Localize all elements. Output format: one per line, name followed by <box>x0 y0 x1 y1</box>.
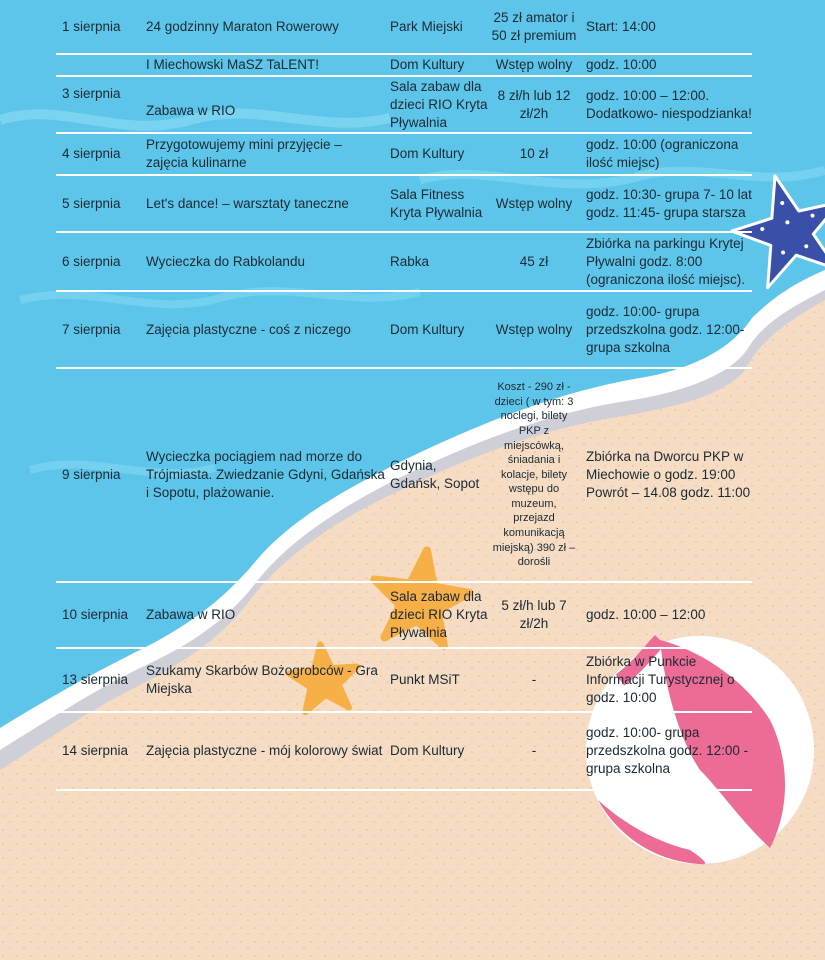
info-cell: godz. 10:00- grupa przedszkolna godz. 12:00- grupa szkolna <box>586 303 745 355</box>
date-cell: 3 sierpnia <box>62 86 121 101</box>
info-cell: godz. 10:00 <box>586 57 657 72</box>
place-cell: Sala zabaw dla dzieci RIO Kryta Pływalnia <box>390 78 488 130</box>
date-cell: 9 sierpnia <box>62 467 121 482</box>
price-cell: 10 zł <box>519 146 549 161</box>
date-cell: 4 sierpnia <box>62 146 121 161</box>
place-cell: Dom Kultury <box>390 146 465 161</box>
event-cell: Zabawa w RIO <box>146 607 236 622</box>
price-cell: - <box>531 743 537 758</box>
price-cell: 25 zł amator i 50 zł premium <box>491 9 577 43</box>
date-cell: 7 sierpnia <box>62 321 121 337</box>
date-cell <box>62 55 142 75</box>
place-cell: Sala Fitness Kryta Pływalnia <box>390 186 483 220</box>
place-cell: Rabka <box>390 253 430 269</box>
event-cell: I Miechowski MaSZ TaLENT! <box>146 57 320 72</box>
price-cell: 8 zł/h lub 12 zł/2h <box>497 87 571 121</box>
event-cell: Wycieczka pociągiem nad morze do Trójmiasta. Zwiedzanie Gdyni, Gdańska i Sopotu, plażowanie. <box>146 449 385 500</box>
info-cell: Zbiórka na Dworcu PKP w Miechowie o godz. 19:00 Powrót – 14.08 godz. 11:00 <box>586 449 751 500</box>
info-cell: godz. 10:00 – 12:00. Dodatkowo- niespodzianka! <box>586 87 752 121</box>
date-cell: 1 sierpnia <box>62 18 121 34</box>
place-cell: Sala zabaw dla dzieci RIO Kryta Pływalnia <box>390 589 488 640</box>
price-cell: Wstęp wolny <box>495 57 573 72</box>
date-cell: 10 sierpnia <box>62 607 129 622</box>
price-cell: 5 zł/h lub 7 zł/2h <box>501 598 567 631</box>
price-cell: - <box>531 672 537 687</box>
info-cell: Start: 14:00 <box>586 18 656 34</box>
info-cell: Zbiórka na parkingu Krytej Pływalni godz. 8:00 (ograniczona ilość miejsc). <box>586 235 746 287</box>
table-row <box>56 176 752 233</box>
place-cell: Gdynia, Gdańsk, Sopot <box>390 458 480 491</box>
place-cell: Dom Kultury <box>390 57 465 72</box>
table-row <box>56 713 752 789</box>
price-cell: Wstęp wolny <box>495 195 573 211</box>
info-cell: godz. 10:00 (ograniczona ilość miejsc) <box>586 137 739 170</box>
info-cell: Zbiórka w Punkcie Informacji Turystycznej o godz. 10:00 <box>586 654 735 705</box>
table-row <box>56 369 752 583</box>
event-cell: Zabawa w RIO <box>146 103 236 118</box>
price-cell: Wstęp wolny <box>495 321 573 337</box>
event-cell: Let's dance! – warsztaty taneczne <box>146 195 349 211</box>
date-cell: 13 sierpnia <box>62 672 129 687</box>
event-cell: Szukamy Skarbów Bożogrobców - Gra Miejska <box>146 663 378 696</box>
date-cell: 14 sierpnia <box>62 743 129 758</box>
table-row <box>56 583 752 649</box>
info-cell: godz. 10:30- grupa 7- 10 lat godz. 11:45- grupa starsza <box>586 186 752 220</box>
date-cell: 6 sierpnia <box>62 253 121 269</box>
event-cell: Wycieczka do Rabkolandu <box>146 253 305 269</box>
table-row <box>56 134 752 176</box>
info-cell: godz. 10:00- grupa przedszkolna godz. 12:00 - grupa szkolna <box>586 725 749 776</box>
info-cell: godz. 10:00 – 12:00 <box>586 607 706 622</box>
table-row <box>56 233 752 292</box>
event-cell: Przygotowujemy mini przyjęcie – zajęcia kulinarne <box>146 137 342 170</box>
table-row <box>56 292 752 369</box>
place-cell: Punkt MSiT <box>390 672 460 687</box>
place-cell: Dom Kultury <box>390 321 465 337</box>
price-cell: 45 zł <box>519 253 549 269</box>
place-cell: Dom Kultury <box>390 743 465 758</box>
table-row <box>56 77 752 134</box>
table-row <box>56 0 752 55</box>
place-cell: Park Miejski <box>390 18 463 34</box>
price-cell: Koszt - 290 zł - dzieci ( w tym: 3 noclegi, bilety PKP z miejscówką, śniadania i kolacje, bilety wstępu do muzeum, przejazd komunikacją miejską) 390 zł – dorośli <box>492 381 576 569</box>
event-cell: Zajęcia plastyczne - coś z niczego <box>146 321 351 337</box>
table-row <box>56 55 752 77</box>
date-cell: 5 sierpnia <box>62 195 121 211</box>
table-row <box>56 649 752 713</box>
event-cell: Zajęcia plastyczne - mój kolorowy świat <box>146 743 383 758</box>
event-cell: 24 godzinny Maraton Rowerowy <box>146 18 339 34</box>
